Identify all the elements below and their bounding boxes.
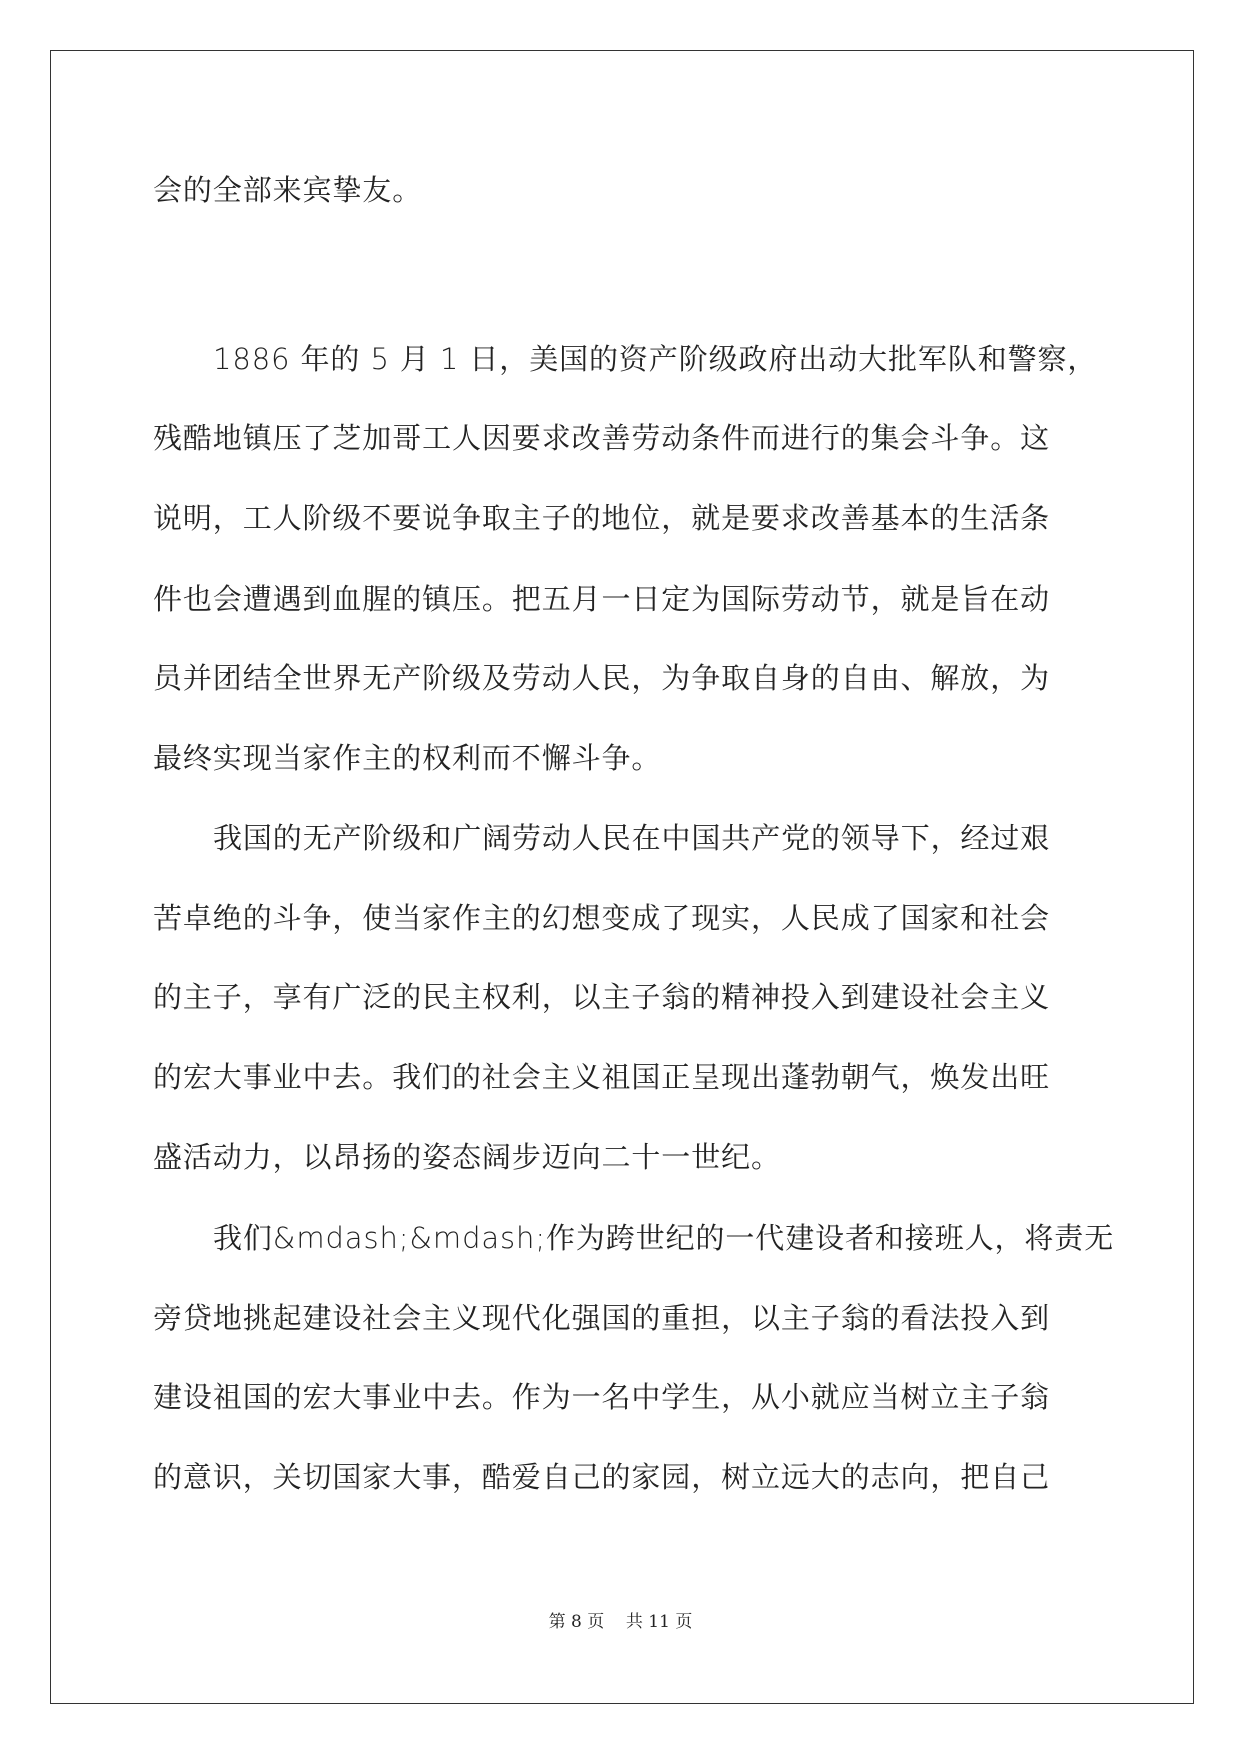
text-line: 最终实现当家作主的权利而不懈斗争。	[153, 741, 662, 775]
text-line: 我们&mdash;&mdash;作为跨世纪的一代建设者和接班人，将责无	[213, 1221, 1115, 1255]
text-line: 员并团结全世界无产阶级及劳动人民，为争取自身的自由、解放，为	[153, 661, 1051, 695]
page-border	[50, 50, 1194, 1704]
text-line: 我国的无产阶级和广阔劳动人民在中国共产党的领导下，经过艰	[213, 821, 1051, 855]
text-line: 盛活动力，以昂扬的姿态阔步迈向二十一世纪。	[153, 1140, 781, 1174]
text-line: 会的全部来宾挚友。	[153, 173, 423, 207]
text-line: 1886 年的 5 月 1 日，美国的资产阶级政府出动大批军队和警察，	[213, 342, 1098, 376]
page-number: 第 8 页 共 11 页	[548, 1612, 693, 1632]
text-line: 件也会遭遇到血腥的镇压。把五月一日定为国际劳动节，就是旨在动	[153, 582, 1051, 616]
text-line: 说明，工人阶级不要说争取主子的地位，就是要求改善基本的生活条	[153, 501, 1051, 535]
text-line: 的意识，关切国家大事，酷爱自己的家园，树立远大的志向，把自己	[153, 1460, 1051, 1494]
text-line: 的主子，享有广泛的民主权利，以主子翁的精神投入到建设社会主义	[153, 980, 1051, 1014]
text-line: 苦卓绝的斗争，使当家作主的幻想变成了现实，人民成了国家和社会	[153, 901, 1051, 935]
text-line: 的宏大事业中去。我们的社会主义祖国正呈现出蓬勃朝气，焕发出旺	[153, 1060, 1051, 1094]
text-line: 建设祖国的宏大事业中去。作为一名中学生，从小就应当树立主子翁	[153, 1380, 1051, 1414]
text-line: 旁贷地挑起建设社会主义现代化强国的重担，以主子翁的看法投入到	[153, 1301, 1051, 1335]
text-line: 残酷地镇压了芝加哥工人因要求改善劳动条件而进行的集会斗争。这	[153, 421, 1051, 455]
